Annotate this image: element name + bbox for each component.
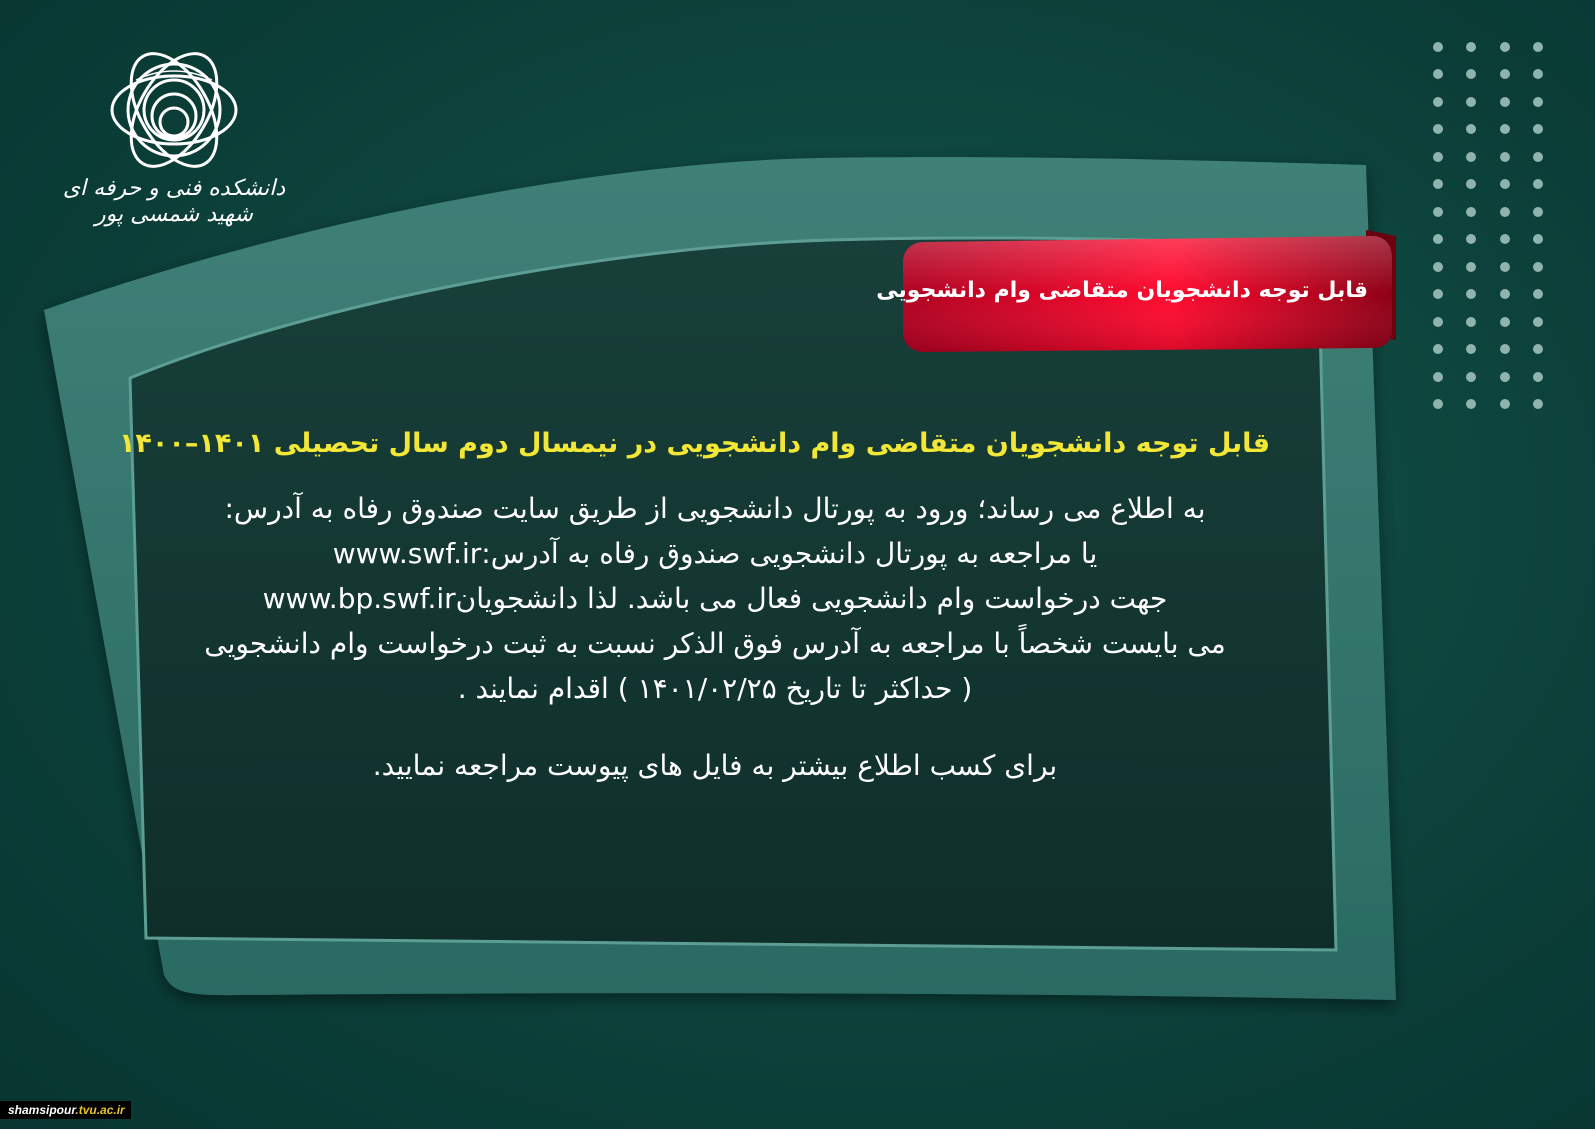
bp-swf-url-link[interactable]: www.bp.swf.ir (262, 582, 456, 615)
notice-line-3-text: جهت درخواست وام دانشجویی فعال می باشد. لذا دانشجویان (455, 582, 1168, 615)
banner-title: قابل توجه دانشجویان متقاضی وام دانشجویی (876, 278, 1368, 303)
notice-content (118, 424, 1270, 788)
notice-line-3 (160, 576, 1270, 621)
logo-caption: دانشکده فنی و حرفه ای شهید شمسی پور (62, 176, 286, 228)
swf-url-link[interactable]: www.swf.ir (332, 537, 482, 570)
notice-body (160, 486, 1270, 711)
notice-closing: برای کسب اطلاع بیشتر به فایل های پیوست مراجعه نمایید. (372, 749, 1058, 782)
notice-line-2 (160, 531, 1270, 576)
dot-grid-decoration (1433, 42, 1543, 409)
notice-line-2-text: یا مراجعه به پورتال دانشجویی صندوق رفاه به آدرس: (481, 537, 1098, 570)
notice-line-5: ( حداکثر تا تاریخ ۱۴۰۱/۰۲/۲۵ ) اقدام نمایند . (457, 672, 973, 705)
notice-headline: قابل توجه دانشجویان متقاضی وام دانشجویی در نیمسال دوم سال تحصیلی ۱۴۰۱–۱۴۰۰ (118, 428, 1270, 459)
site-watermark (0, 1101, 131, 1119)
site-domain: .tvu.ac.ir (75, 1103, 125, 1117)
notice-line-4: می بایست شخصاً با مراجعه به آدرس فوق الذکر نسبت به ثبت درخواست وام دانشجویی (204, 627, 1226, 660)
notice-line-1: به اطلاع می رساند؛ ورود به پورتال دانشجویی از طریق سایت صندوق رفاه به آدرس: (224, 492, 1206, 525)
site-name: shamsipour (8, 1103, 76, 1117)
